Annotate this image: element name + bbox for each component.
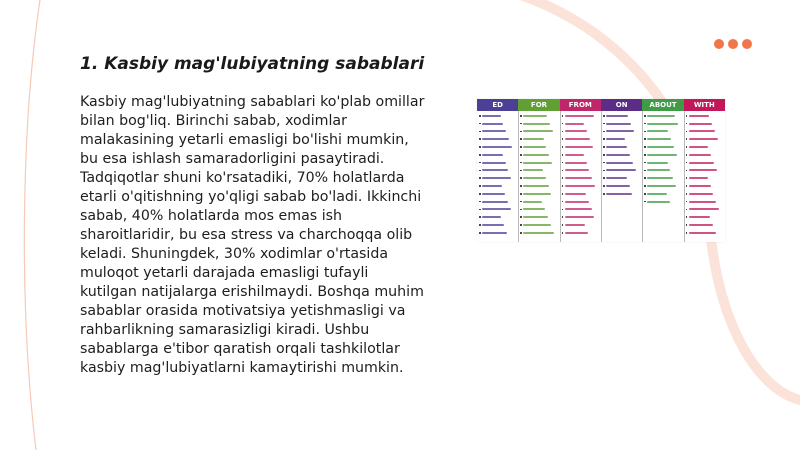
table-bullet — [644, 177, 646, 179]
table-bullet — [520, 209, 522, 211]
table-bullet — [686, 193, 688, 195]
table-bullet — [644, 162, 646, 164]
table-entry — [523, 232, 553, 234]
table-bullet — [479, 123, 481, 125]
table-bullet — [520, 154, 522, 156]
table-entry — [565, 154, 584, 156]
table-column — [518, 99, 559, 242]
table-separator — [642, 111, 643, 242]
table-bullet — [479, 154, 481, 156]
table-entry — [647, 201, 669, 203]
dot-icon — [742, 39, 752, 49]
table-bullet — [686, 162, 688, 164]
table-entry — [689, 208, 720, 210]
table-entry — [523, 201, 542, 203]
table-bullet — [520, 162, 522, 164]
table-entry — [565, 224, 585, 226]
table-separator — [560, 111, 561, 242]
table-entry — [523, 154, 549, 156]
table-entry — [647, 162, 667, 164]
table-entry — [565, 208, 592, 210]
table-entry — [689, 177, 708, 179]
table-entry — [482, 224, 504, 226]
table-bullet — [603, 138, 605, 140]
table-entry — [565, 232, 588, 234]
table-bullet — [644, 115, 646, 117]
table-bullet — [644, 193, 646, 195]
table-bullet — [686, 115, 688, 117]
table-bullet — [644, 185, 646, 187]
table-column-header: ABOUT — [642, 99, 683, 111]
table-bullet — [562, 232, 564, 234]
table-bullet — [562, 224, 564, 226]
table-bullet — [686, 185, 688, 187]
table-entry — [523, 130, 553, 132]
table-bullet — [686, 146, 688, 148]
table-entry — [565, 138, 591, 140]
table-bullet — [562, 123, 564, 125]
table-bullet — [686, 177, 688, 179]
table-bullet — [644, 146, 646, 148]
table-bullet — [479, 177, 481, 179]
table-bullet — [686, 138, 688, 140]
table-bullet — [686, 224, 688, 226]
table-entry — [565, 193, 586, 195]
table-bullet — [562, 216, 564, 218]
table-entry — [565, 123, 585, 125]
table-bullet — [686, 123, 688, 125]
table-bullet — [479, 232, 481, 234]
table-entry — [482, 115, 501, 117]
table-entry — [647, 115, 675, 117]
table-entry — [647, 130, 668, 132]
table-bullet — [479, 185, 481, 187]
table-entry — [523, 208, 544, 210]
table-bullet — [562, 185, 564, 187]
table-entry — [523, 185, 548, 187]
table-entry — [689, 146, 709, 148]
table-bullet — [520, 123, 522, 125]
table-entry — [482, 193, 505, 195]
table-entry — [647, 146, 674, 148]
table-entry — [523, 177, 545, 179]
table-entry — [523, 123, 550, 125]
table-entry — [647, 138, 671, 140]
table-entry — [482, 201, 508, 203]
table-separator — [601, 111, 602, 242]
table-entry — [482, 185, 502, 187]
dot-icon — [714, 39, 724, 49]
table-entry — [606, 138, 625, 140]
table-entry — [565, 177, 593, 179]
table-entry — [482, 177, 511, 179]
table-entry — [523, 169, 542, 171]
table-bullet — [479, 115, 481, 117]
table-bullet — [562, 138, 564, 140]
table-column-header: FROM — [560, 99, 601, 111]
table-bullet — [603, 185, 605, 187]
table-bullet — [479, 209, 481, 211]
table-entry — [606, 177, 627, 179]
table-separator — [518, 111, 519, 242]
table-entry — [647, 123, 678, 125]
table-entry — [647, 177, 673, 179]
table-bullet — [603, 115, 605, 117]
table-entry — [523, 224, 550, 226]
table-bullet — [520, 131, 522, 133]
table-entry — [482, 146, 512, 148]
table-column-header: ON — [601, 99, 642, 111]
table-entry — [647, 185, 676, 187]
table-bullet — [479, 216, 481, 218]
table-entry — [647, 169, 670, 171]
table-entry — [482, 130, 506, 132]
table-entry — [689, 162, 715, 164]
table-bullet — [479, 131, 481, 133]
table-column-header: ED — [477, 99, 518, 111]
slide-paragraph: Kasbiy mag'lubiyatning sabablari ko'plab omillar bilan bog'liq. Birinchi sabab, xodimlar malakasining yetarli emasligi bo'lishi mumkin, bu esa ishlash samaradorligini pasaytiradi. Tadqiqotlar shuni ko'rsatadiki, 70% holatlarda etarli o'qitishning yo'qligi sabab bo'ladi. Ikkinchi sabab, 40% holatlarda mos emas ish sharoitlaridir, bu esa stress va charchoqqa olib keladi. Shuningdek, 30% xodimlar o'rtasida muloqot yetarli darajada emasligi tufayli kutilgan natijalarga erishilmaydi. Boshqa muhim sabablar orasida motivatsiya yetishmasligi va rahbarlikning samarasizligi kiradi. Ushbu sabablarga e'tibor qaratish orqali tashkilotlar kasbiy mag'lubiyatlarni kamaytirishi mumkin. — [80, 94, 425, 376]
table-bullet — [479, 146, 481, 148]
table-entry — [482, 154, 503, 156]
table-entry — [689, 216, 710, 218]
table-bullet — [603, 154, 605, 156]
table-bullet — [479, 201, 481, 203]
table-bullet — [603, 146, 605, 148]
table-entry — [565, 162, 587, 164]
table-bullet — [603, 123, 605, 125]
table-entry — [482, 138, 509, 140]
table-entry — [565, 146, 594, 148]
table-column — [477, 99, 518, 242]
table-entry — [606, 146, 627, 148]
table-bullet — [644, 201, 646, 203]
table-bullet — [520, 193, 522, 195]
table-bullet — [686, 201, 688, 203]
table-entry — [523, 138, 543, 140]
table-bullet — [479, 170, 481, 172]
table-entry — [689, 169, 718, 171]
table-entry — [482, 162, 506, 164]
table-entry — [565, 185, 596, 187]
table-entry — [523, 193, 551, 195]
table-entry — [689, 185, 711, 187]
table-entry — [482, 208, 511, 210]
table-column-header: WITH — [684, 99, 725, 111]
table-entry — [689, 232, 716, 234]
table-bullet — [479, 224, 481, 226]
table-bullet — [644, 131, 646, 133]
table-entry — [523, 162, 552, 164]
table-bullet — [479, 162, 481, 164]
table-entry — [523, 216, 547, 218]
table-bullet — [520, 201, 522, 203]
table-bullet — [686, 154, 688, 156]
table-entry — [523, 115, 547, 117]
table-entry — [689, 154, 712, 156]
table-entry — [689, 130, 715, 132]
table-bullet — [644, 170, 646, 172]
table-entry — [647, 193, 666, 195]
table-bullet — [562, 115, 564, 117]
decor-arc-left — [24, 0, 40, 450]
table-entry — [606, 130, 634, 132]
table-entry — [606, 115, 628, 117]
table-bullet — [562, 131, 564, 133]
table-bullet — [520, 115, 522, 117]
table-entry — [689, 201, 717, 203]
table-bullet — [520, 146, 522, 148]
dot-icon — [728, 39, 738, 49]
table-bullet — [562, 193, 564, 195]
table-bullet — [686, 209, 688, 211]
table-bullet — [562, 146, 564, 148]
table-bullet — [603, 177, 605, 179]
table-bullet — [562, 201, 564, 203]
table-bullet — [644, 138, 646, 140]
table-entry — [606, 169, 636, 171]
table-entry — [606, 162, 633, 164]
table-bullet — [644, 123, 646, 125]
table-column — [560, 99, 601, 242]
table-column — [601, 99, 642, 242]
table-separator — [684, 111, 685, 242]
table-bullet — [686, 131, 688, 133]
table-entry — [689, 123, 713, 125]
table-entry — [565, 169, 590, 171]
table-entry — [482, 216, 501, 218]
table-entry — [647, 154, 677, 156]
table-entry — [689, 224, 713, 226]
table-entry — [482, 169, 508, 171]
table-entry — [565, 216, 595, 218]
table-entry — [689, 115, 710, 117]
table-bullet — [479, 193, 481, 195]
slide-title: 1. Kasbiy mag'lubiyatning sabablari — [80, 54, 425, 74]
table-entry — [482, 232, 507, 234]
table-bullet — [686, 170, 688, 172]
table-column — [642, 99, 683, 242]
decor-dots — [714, 39, 752, 49]
table-entry — [565, 115, 594, 117]
table-bullet — [479, 138, 481, 140]
table-bullet — [520, 216, 522, 218]
table-bullet — [603, 162, 605, 164]
table-bullet — [644, 154, 646, 156]
table-entry — [606, 123, 631, 125]
table-column-header: FOR — [518, 99, 559, 111]
table-entry — [606, 193, 632, 195]
table-entry — [606, 185, 630, 187]
table-bullet — [520, 138, 522, 140]
table-bullet — [520, 170, 522, 172]
table-bullet — [562, 177, 564, 179]
table-entry — [689, 138, 718, 140]
table-bullet — [520, 232, 522, 234]
table-bullet — [603, 131, 605, 133]
table-bullet — [562, 209, 564, 211]
table-bullet — [603, 170, 605, 172]
table-bullet — [520, 224, 522, 226]
table-bullet — [520, 185, 522, 187]
table-column — [684, 99, 725, 242]
table-entry — [565, 130, 588, 132]
table-bullet — [562, 170, 564, 172]
table-bullet — [520, 177, 522, 179]
table-bullet — [603, 193, 605, 195]
table-bullet — [686, 216, 688, 218]
table-entry — [565, 201, 589, 203]
table-entry — [482, 123, 503, 125]
table-entry — [523, 146, 546, 148]
table-bullet — [562, 162, 564, 164]
preposition-table-image — [477, 99, 725, 242]
table-entry — [689, 193, 714, 195]
table-bullet — [562, 154, 564, 156]
table-bullet — [686, 232, 688, 234]
table-entry — [606, 154, 630, 156]
